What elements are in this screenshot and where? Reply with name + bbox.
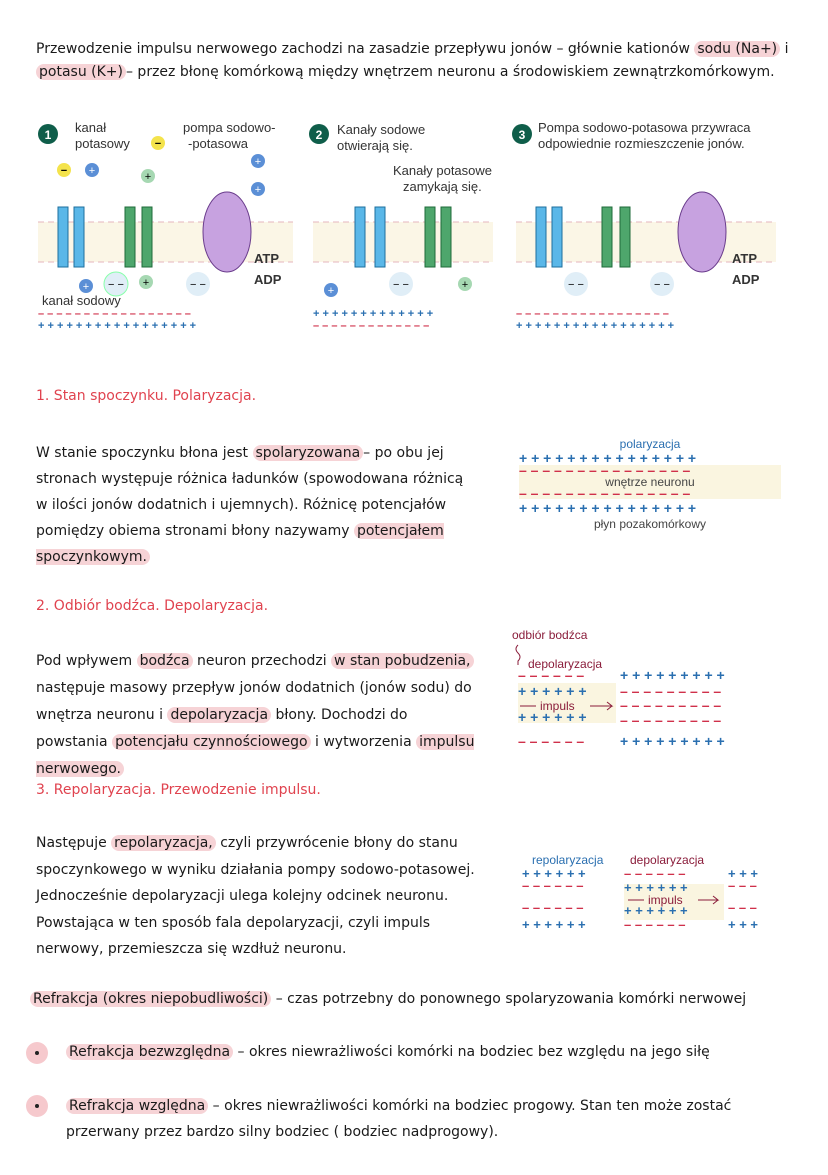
highlight-potassium: potasu (K+) — [36, 64, 126, 80]
svg-text:depolaryzacja: depolaryzacja — [528, 657, 603, 671]
depolarization-diagram — [512, 625, 787, 750]
svg-text:Pompa sodowo-potasowa przywrac: Pompa sodowo-potasowa przywraca — [538, 120, 751, 135]
svg-text:+: + — [142, 277, 150, 289]
bullet-icon — [26, 1095, 48, 1117]
svg-text:– – – – – –: – – – – – – — [522, 878, 584, 893]
svg-text:Kanały sodowe: Kanały sodowe — [337, 122, 426, 137]
refraction-relative: Refrakcja względna – okres niewrażliwości komórki na bodziec progowy. Stan ten może zostać przerwany przez bardzo silny bodziec ( bodziec nadprogowy). — [66, 1098, 732, 1140]
svg-text:+: + — [254, 184, 262, 196]
svg-text:1: 1 — [44, 128, 52, 142]
svg-text:+ + + + + + + + + + + + + + +: + + + + + + + + + + + + + + + + + — [38, 320, 197, 332]
section-2-heading: 2. Odbiór bodźca. Depolaryzacja. — [36, 598, 269, 614]
svg-text:– – –: – – – — [728, 900, 757, 915]
bullet-icon — [26, 1042, 48, 1064]
svg-text:kanał: kanał — [75, 120, 107, 135]
repolarization-diagram — [520, 850, 785, 935]
svg-text:+ + + + + + + + + + + + + + +: + + + + + + + + + + + + + + + — [519, 450, 697, 466]
svg-text:– – –: – – – — [728, 878, 757, 893]
svg-text:+: + — [88, 165, 96, 177]
svg-text:+ + + + + +: + + + + + + — [624, 880, 688, 895]
svg-text:depolaryzacja: depolaryzacja — [630, 853, 705, 867]
panel-2 — [309, 122, 493, 332]
svg-text:+ + + + + +: + + + + + + — [522, 917, 586, 932]
svg-text:– – – – – –: – – – – – – — [518, 667, 585, 683]
section-1-text: W stanie spoczynku błona jest spolaryzowana – po obu jej stronach występuje różnica ładunków (spowodowana różnicą w ilości jonów dodatnich i ujemnych). Różnicę potencjałów pomiędzy obiema stronami błony nazywamy potencjałem spoczynkowym. — [36, 445, 464, 565]
svg-text:odbiór bodźca: odbiór bodźca — [512, 628, 588, 642]
svg-text:3: 3 — [518, 128, 526, 142]
svg-text:– – – – – – – – – – – – – – –: – – – – – – – – – – – – – – – — [519, 485, 691, 501]
svg-text:+: + — [144, 171, 152, 183]
svg-text:− −: − − — [190, 279, 206, 291]
svg-text:Kanały potasowe: Kanały potasowe — [393, 163, 493, 178]
svg-text:polaryzacja: polaryzacja — [619, 437, 681, 451]
svg-text:otwierają się.: otwierają się. — [337, 138, 413, 153]
sodium-potassium-pump — [203, 192, 251, 272]
svg-text:kanał sodowy: kanał sodowy — [42, 293, 121, 308]
svg-text:− −: − − — [568, 279, 584, 291]
svg-text:-potasowa: -potasowa — [188, 136, 248, 151]
svg-text:impuls: impuls — [648, 893, 683, 907]
svg-text:– – – – – – – – – – – – –: – – – – – – – – – – – – – — [313, 320, 430, 332]
svg-text:+: + — [82, 281, 90, 293]
svg-text:+ + + + + +: + + + + + + — [522, 866, 586, 881]
svg-text:+: + — [327, 285, 335, 297]
svg-text:−: − — [154, 138, 162, 150]
refraction-definition: Refrakcja (okres niepobudliwości) – czas potrzebny do ponownego spolaryzowania komórki nerwowej — [30, 988, 810, 1011]
svg-text:− −: − − — [108, 279, 124, 291]
svg-text:płyn pozakomórkowy: płyn pozakomórkowy — [593, 517, 707, 531]
svg-text:− −: − − — [393, 279, 409, 291]
svg-text:zamykają się.: zamykają się. — [403, 179, 482, 194]
svg-text:– – – – – –: – – – – – – — [624, 917, 686, 932]
svg-text:wnętrze neuronu: wnętrze neuronu — [605, 475, 695, 489]
svg-text:potasowy: potasowy — [75, 136, 130, 151]
highlight-sodium: sodu (Na+) — [694, 41, 780, 57]
svg-text:– – – – – –: – – – – – – — [522, 900, 584, 915]
svg-text:pompa sodowo-: pompa sodowo- — [183, 120, 276, 135]
svg-text:– – – – – – – – –: – – – – – – – – – — [620, 683, 722, 699]
svg-text:– – – – – – – – – – – – – – –: – – – – – – – – – – – – – – – – – — [516, 308, 669, 320]
svg-text:+ + + + + +: + + + + + + — [518, 683, 587, 699]
svg-text:ADP: ADP — [254, 272, 282, 287]
intro-paragraph: Przewodzenie impulsu nerwowego zachodzi na zasadzie przepływu jonów – głównie kationów sodu (Na+) i potasu (K+) – przez błonę komórkową między wnętrzem neuronu a środowiskiem zewnątrzkomórkowym. — [36, 41, 789, 80]
svg-text:+ + +: + + + — [728, 917, 758, 932]
svg-text:ATP: ATP — [254, 251, 280, 266]
polarization-diagram — [515, 435, 785, 540]
svg-text:+: + — [254, 156, 262, 168]
svg-text:2: 2 — [315, 128, 323, 142]
svg-text:−: − — [60, 165, 68, 177]
section-2-text: Pod wpływem bodźca neuron przechodzi w stan pobudzenia, następuje masowy przepływ jonów dodatnich (jonów sodu) do wnętrza neuronu i depolaryzacja błony. Dochodzi do powstania potencjału czynnościowego i wytworzenia impulsu nerwowego. — [36, 653, 475, 777]
section-3-text: Następuje repolaryzacja, czyli przywrócenie błony do stanu spoczynkowego w wyniku działania pompy sodowo-potasowej. Jednocześnie depolaryzacji ulega kolejny odcinek neuronu. Powstająca w ten sposób fala depolaryzacji, czyli impuls nerwowy, przemieszcza się wzdłuż neuronu. — [36, 835, 475, 957]
svg-text:+ + + + + + + + + + + + +: + + + + + + + + + + + + + — [313, 308, 434, 320]
panel-1 — [38, 120, 293, 332]
svg-text:+ + + + + +: + + + + + + — [624, 903, 688, 918]
svg-text:impuls: impuls — [540, 699, 575, 713]
svg-text:+ + + + + + + + + + + + + + +: + + + + + + + + + + + + + + + + + — [516, 320, 675, 332]
svg-text:+ + + + + + + + +: + + + + + + + + + — [620, 733, 725, 749]
svg-text:odpowiednie rozmieszczenie jon: odpowiednie rozmieszczenie jonów. — [538, 136, 745, 151]
panel-3 — [512, 120, 776, 332]
svg-text:– – – – – –: – – – – – – — [624, 866, 686, 881]
svg-text:– – – – – – – – –: – – – – – – – – – — [620, 712, 722, 728]
svg-text:+ + + + + + + + + + + + + + +: + + + + + + + + + + + + + + + — [519, 500, 697, 516]
svg-text:– – – – – – – – – – – – – – –: – – – – – – – – – – – – – – – – – — [38, 308, 191, 320]
svg-text:– – – – – – – – –: – – – – – – – – – — [620, 697, 722, 713]
svg-text:− −: − − — [654, 279, 670, 291]
refraction-absolute: Refrakcja bezwzględna – okres niewrażliwości komórki na bodziec bez względu na jego siłę — [66, 1041, 806, 1064]
svg-text:ADP: ADP — [732, 272, 760, 287]
svg-text:+ + + + + +: + + + + + + — [518, 709, 587, 725]
svg-text:repolaryzacja: repolaryzacja — [532, 853, 604, 867]
svg-text:– – – – – – – – – – – – – – –: – – – – – – – – – – – – – – – — [519, 462, 691, 478]
svg-text:ATP: ATP — [732, 251, 758, 266]
svg-text:+: + — [461, 279, 469, 291]
ion-channel-figure — [30, 112, 790, 337]
svg-text:– – – – – –: – – – – – – — [518, 733, 585, 749]
section-1-heading: 1. Stan spoczynku. Polaryzacja. — [36, 388, 257, 404]
section-3-heading: 3. Repolaryzacja. Przewodzenie impulsu. — [36, 782, 321, 798]
svg-text:+ + +: + + + — [728, 866, 758, 881]
svg-text:+ + + + + + + + +: + + + + + + + + + — [620, 667, 725, 683]
